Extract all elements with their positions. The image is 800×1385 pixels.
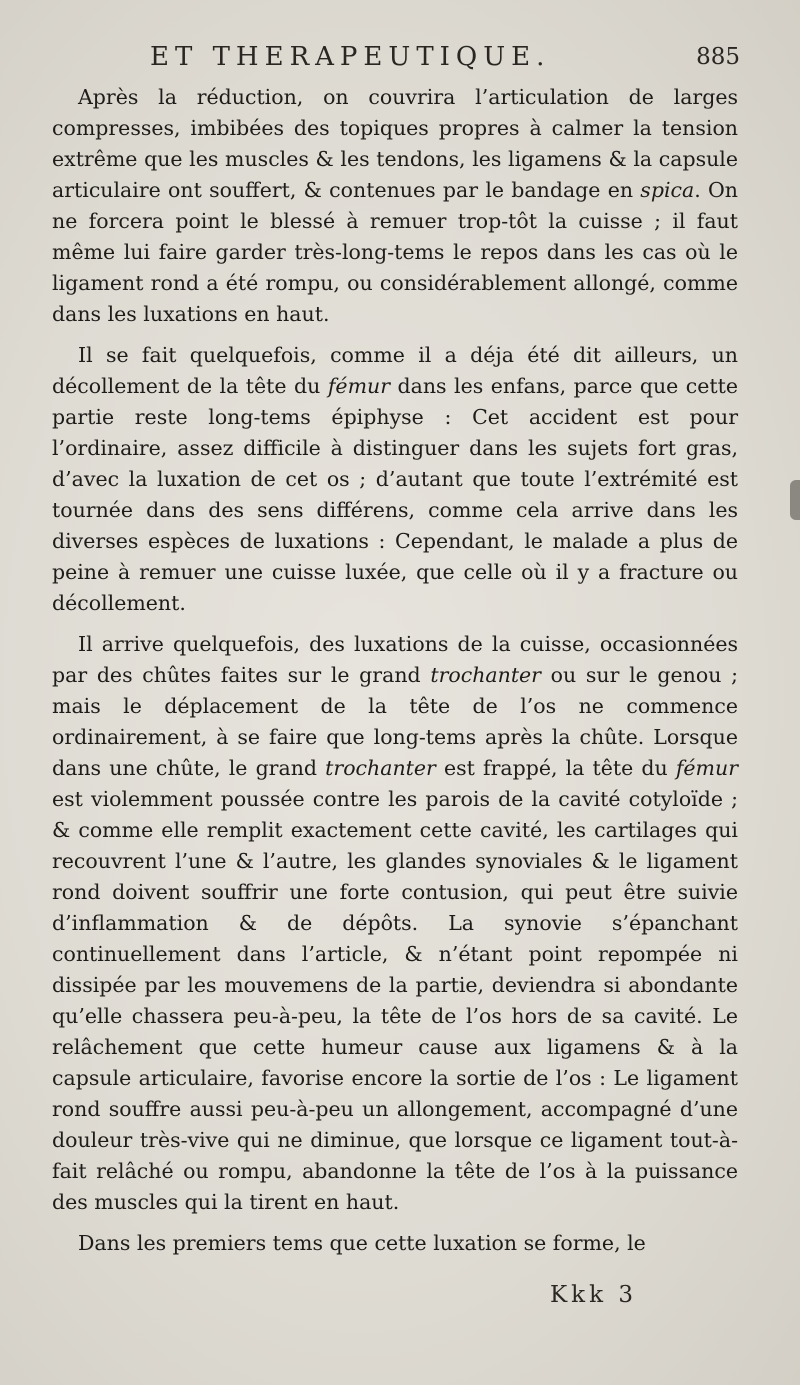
paragraph-2: Il se fait quelquefois, comme il a déja été dit ailleurs, un décollement de la tête du fémur dans les enfans, parce que cette partie reste long-tems épiphyse : Cet accident est pour l’ordinaire, assez difficile à distinguer dans les sujets fort gras, d’avec la luxation de cet os ; d’autant que toute l’extrémité est tournée dans des sens différens, comme cela arrive dans les diverses espèces de luxations : Cependant, le malade a plus de peine à remuer une cuisse luxée, que celle où il y a fracture ou décollement. — [52, 343, 738, 615]
paragraph-1: Après la réduction, on couvrira l’articulation de larges compresses, imbibées des topiques propres à calmer la tension extrême que les muscles & les tendons, les ligamens & la capsule articulaire ont souffert, & contenues par le bandage en spica. On ne forcera point le blessé à remuer trop-tôt la cuisse ; il faut même lui faire garder très-long-tems le repos dans les cas où le ligament rond a été rompu, ou considérablement allongé, comme dans les luxations en haut. — [52, 85, 738, 326]
page-edge-mark — [790, 480, 800, 520]
signature-mark: Kkk 3 — [550, 1282, 638, 1308]
body-text — [52, 82, 738, 1259]
paragraph-3: Il arrive quelquefois, des luxations de la cuisse, occasionnées par des chûtes faites sur le grand trochanter ou sur le genou ; mais le déplacement de la tête de l’os ne commence ordinairement, à se faire que long-tems après la chûte. Lorsque dans une chûte, le grand trochanter est frappé, la tête du fémur est violemment poussée contre les parois de la cavité cotyloïde ; & comme elle remplit exactement cette cavité, les cartilages qui recouvrent l’une & l’autre, les glandes synoviales & le ligament rond doivent souffrir une forte contusion, qui peut être suivie d’inflammation & de dépôts. La synovie s’épanchant continuellement dans l’article, & n’étant point repompée ni dissipée par les mouvemens de la partie, deviendra si abondante qu’elle chassera peu-à-peu, la tête de l’os hors de sa cavité. Le relâchement que cette humeur cause aux ligamens & à la capsule articulaire, favorise encore la sortie de l’os : Le ligament rond souffre aussi peu-à-peu un allongement, accompagné d’une douleur très-vive qui ne diminue, que lorsque ce ligament tout-à-fait relâché ou rompu, abandonne la tête de l’os à la puissance des muscles qui la tirent en haut. — [52, 632, 739, 1214]
page-number: 885 — [696, 44, 740, 70]
running-head: ET THERAPEUTIQUE. — [150, 42, 551, 72]
paragraph-4: Dans les premiers tems que cette luxation se forme, le — [78, 1231, 646, 1255]
page-header — [50, 38, 750, 78]
